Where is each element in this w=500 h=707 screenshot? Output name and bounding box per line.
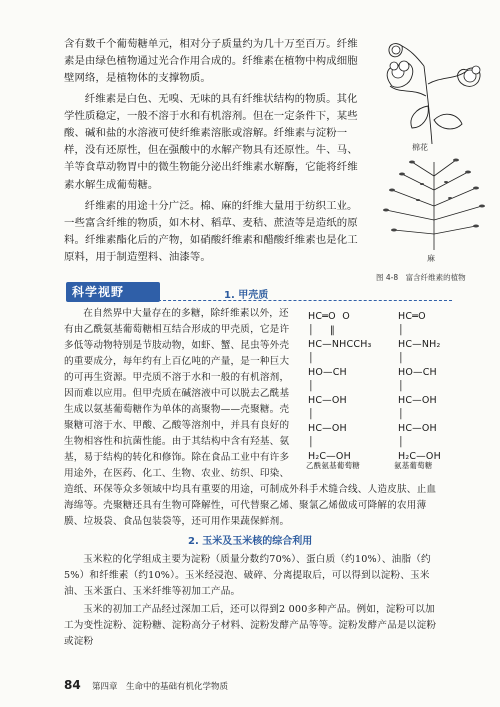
band-underline	[148, 300, 452, 301]
glucosamine-caption: 氨基葡萄糖	[394, 461, 433, 470]
band-label: 科学视野	[72, 285, 125, 299]
top-text	[64, 36, 360, 267]
figure-caption: 图 4-8 富含纤维素的植物	[376, 273, 466, 282]
chapter-title: 第四章 生命中的基础有机化学物质	[92, 682, 229, 692]
section-1-body	[64, 306, 444, 530]
hemp-plant-illustration	[372, 156, 497, 252]
science-vision-band	[66, 282, 160, 302]
structure-glucosamine: HC═O │ HC—NH₂ │ HO—CH │ HC—OH │ HC—OH │ H₂C—OH	[398, 311, 441, 462]
paragraph-2: 纤维素是白色、无嗅、无味的具有纤维状结构的物质。其化学性质稳定，一般不溶于水和有机溶剂。但在一定条件下，某些酸、碱和盐的水溶液可使纤维素溶胀或溶解。纤维素与淀粉一样，没有还原性，但在强酸中的水解产物具有还原性。牛、马、羊等食草动物胃中的微生物能分泌出纤维素水解酶，它能将纤维素水解生成葡萄糖。	[64, 92, 358, 191]
cotton-label: 棉花	[412, 143, 428, 152]
page-number: 84	[64, 678, 81, 692]
section-2-title: 2. 玉米及玉米核的综合利用	[188, 536, 313, 547]
structures-block	[304, 306, 444, 476]
cotton-plant-illustration	[372, 36, 492, 146]
section-2-body	[64, 552, 444, 650]
section-2-paragraph-2: 玉米的初加工产品经过深加工后，还可以得到2 000多种产品。例如，淀粉可以加工为变性淀粉、淀粉糖、淀粉高分子材料、淀粉发酵产品等等。淀粉发酵产品是以淀粉或淀粉	[64, 604, 437, 647]
paragraph-3: 纤维素的用途十分广泛。棉、麻的纤维大量用于纺织工业。一些富含纤维的物质，如木材、稻草、麦秸、蔗渣等是造纸的原料。纤维素酯化后的产物，如硝酸纤维素和醋酸纤维素也是化工原料，用于制造塑料、油漆等。	[64, 199, 358, 264]
paragraph-1: 含有数千个葡萄糖单元，相对分子质量约为几十万至百万。纤维素是由绿色植物通过光合作用合成的。纤维素在植物中构成细胞壁网络，是植物体的支撑物质。	[64, 38, 358, 85]
section-2-paragraph-1: 玉米粒的化学组成主要为淀粉（质量分数约70%）、蛋白质（约10%）、油脂（约5%）和纤维素（约10%）。玉米经浸泡、破碎、分离提取后，可以得到以淀粉、玉米油、玉米蛋白、玉米纤维等初加工产品。	[64, 554, 431, 597]
hemp-label: 麻	[427, 254, 435, 263]
structure-acetylglucosamine: HC═O O │ ‖ HC—NHCCH₃ │ HO—CH │ HC—OH │ HC—OH │ H₂C—OH	[308, 311, 372, 462]
section-1-text: 在自然界中大量存在的多糖，除纤维素以外，还有由乙酰氨基葡萄糖相互结合形成的甲壳质，它是许多低等动物特别是节肢动物，如虾、蟹、昆虫等外壳的重要成分，每年约有上百亿吨的产量，是一种巨大的可再生资源。甲壳质不溶于水和一般的有机溶剂，因而难以应用。但甲壳质在碱溶液中可以脱去乙酰基生成以氨基葡萄糖作为单体的高聚物——壳聚糖。壳聚糖可溶于水、甲酸、乙酸等溶剂中，并具有良好的生物相容性和抗菌性能。由于其结构中含有羟基、氨基，易于结构的转化和修饰。除在食品工业中有许多用途外，在医药、化工、生物、农业、纺织、印染、造纸、环保等众多领域中均具有重要的用途，可制成外科手术缝合线、人造皮肤、止血海绵等。壳聚糖还具有生物可降解性，可代替聚乙烯、聚氯乙烯做成可降解的农用薄膜、垃圾袋、食品包装袋等，还可用作果蔬保鲜剂。	[64, 308, 437, 527]
section-1-title: 1. 甲壳质	[224, 290, 269, 301]
acetylglucosamine-caption: 乙酰氨基葡萄糖	[306, 461, 360, 470]
